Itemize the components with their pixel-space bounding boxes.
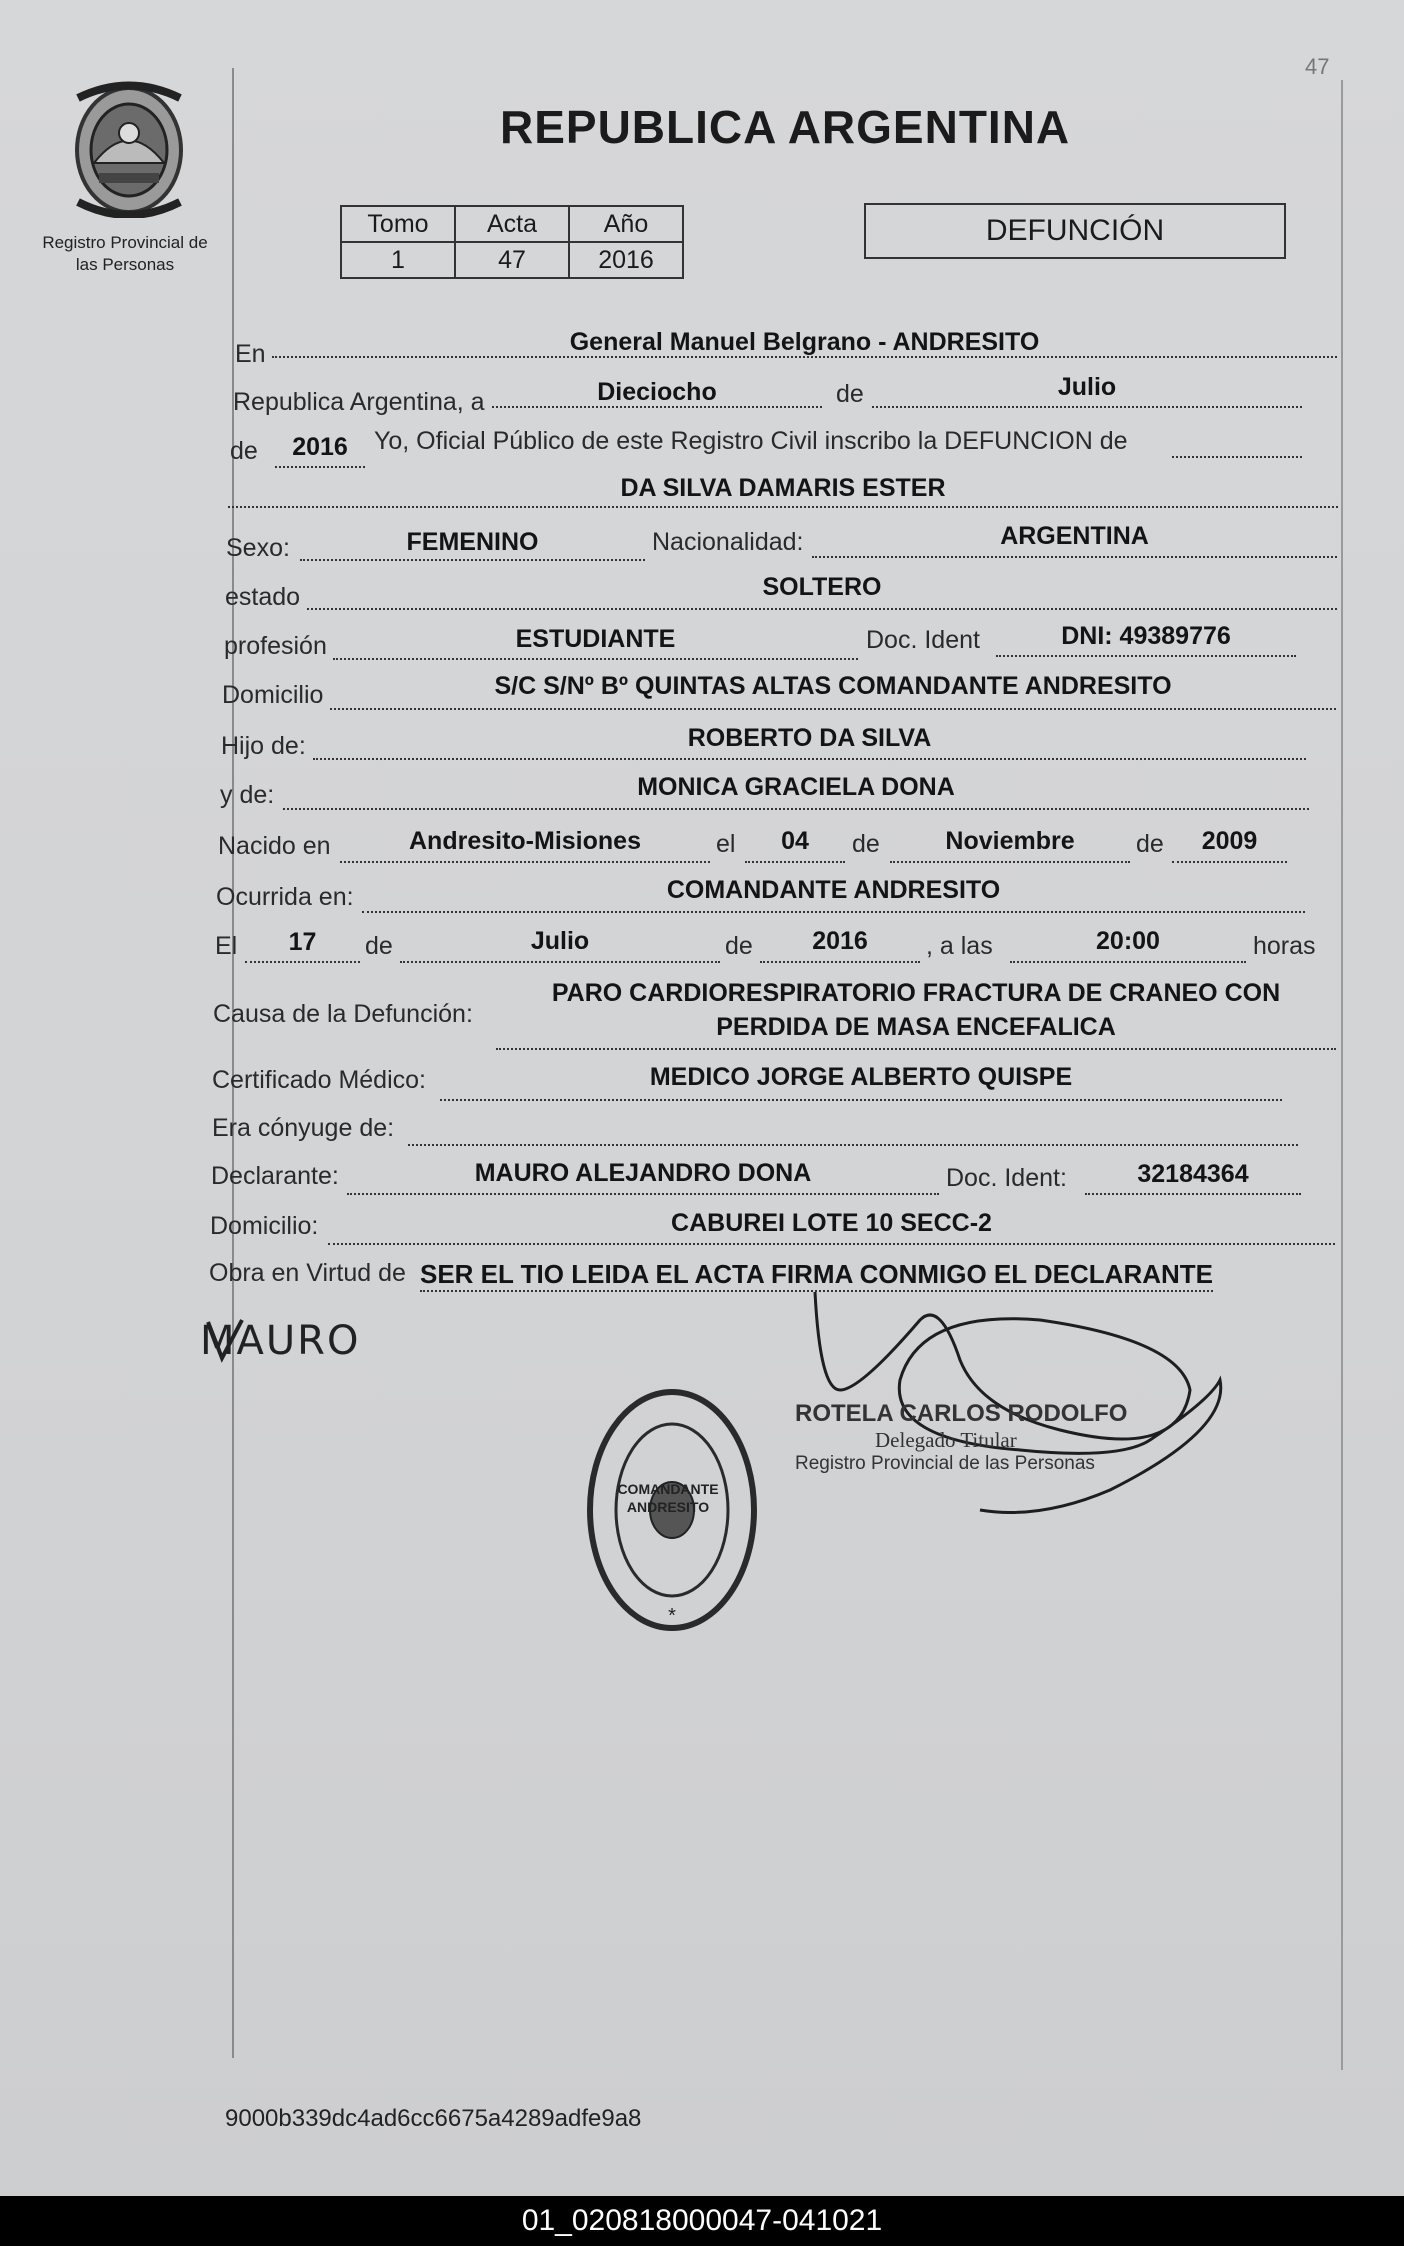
conyuge-label: Era cónyuge de: xyxy=(212,1114,395,1142)
record-header-acta: Acta xyxy=(455,206,569,242)
alas-label: , a las xyxy=(926,932,993,960)
republica-label: Republica Argentina, a xyxy=(233,388,485,416)
birth-day-line xyxy=(745,860,845,863)
obra-label: Obra en Virtud de xyxy=(209,1259,406,1287)
record-header-anio: Año xyxy=(569,206,683,242)
year-value: 2016 xyxy=(292,433,348,461)
death-month-line xyxy=(400,960,720,963)
month-line xyxy=(872,405,1302,408)
birth-year: 2009 xyxy=(1201,827,1258,855)
certificado-value: MEDICO JORGE ALBERTO QUISPE xyxy=(649,1063,1073,1091)
el-label: el xyxy=(716,830,736,858)
certificado-label: Certificado Médico: xyxy=(212,1066,426,1094)
en-label: En xyxy=(235,340,266,368)
hijo-value: ROBERTO DA SILVA xyxy=(687,724,932,752)
profesion-value: ESTUDIANTE xyxy=(515,625,676,653)
birth-month: Noviembre xyxy=(945,827,1075,855)
declarante-doc-value: 32184364 xyxy=(1137,1160,1249,1188)
de-label-4: de xyxy=(1136,830,1164,858)
profesion-line xyxy=(333,657,858,660)
month-value: Julio xyxy=(1057,373,1117,401)
nacido-value: Andresito-Misiones xyxy=(409,827,641,855)
record-value-anio: 2016 xyxy=(569,242,683,278)
nacionalidad-value: ARGENTINA xyxy=(1000,522,1149,550)
de-label-5: de xyxy=(365,932,393,960)
estado-value: SOLTERO xyxy=(762,573,882,601)
stamp-inner-text: COMANDANTE ANDRESITO xyxy=(617,1481,719,1515)
en-value: General Manuel Belgrano - ANDRESITO xyxy=(569,328,1040,356)
estado-label: estado xyxy=(225,583,301,611)
page-number: 47 xyxy=(1305,54,1330,79)
provincial-seal-logo xyxy=(64,78,194,218)
death-day-line xyxy=(245,960,360,963)
left-margin-rule xyxy=(232,68,234,2058)
check-mark-stroke xyxy=(208,1320,242,1358)
record-header-tomo: Tomo xyxy=(341,206,455,242)
domicilio-label: Domicilio xyxy=(222,681,324,709)
declarante-label: Declarante: xyxy=(211,1162,339,1190)
certificado-line xyxy=(440,1098,1282,1101)
day-value: Dieciocho xyxy=(597,378,717,406)
docident-value: DNI: 49389776 xyxy=(1061,622,1231,650)
record-table xyxy=(340,205,684,279)
nacido-label: Nacido en xyxy=(218,832,331,860)
official-signature-block xyxy=(795,1400,1127,1475)
causa-line1: PARO CARDIORESPIRATORIO FRACTURA DE CRANEO CON xyxy=(551,979,1281,1007)
birth-month-line xyxy=(890,860,1130,863)
inscribo-line xyxy=(1172,455,1302,458)
nacido-line xyxy=(340,860,710,863)
seal-caption-line2: las Personas xyxy=(75,255,175,274)
declarante-line xyxy=(347,1192,939,1195)
yde-line xyxy=(283,807,1309,810)
declarante-value: MAURO ALEJANDRO DONA xyxy=(474,1159,812,1187)
domicilio2-value: CABUREI LOTE 10 SECC-2 xyxy=(671,1209,992,1237)
deceased-name: DA SILVA DAMARIS ESTER xyxy=(620,474,946,502)
ocurrida-line xyxy=(362,910,1305,913)
death-year: 2016 xyxy=(812,927,868,955)
record-value-tomo: 1 xyxy=(341,242,455,278)
de-label-2: de xyxy=(230,437,258,465)
footer-code: 01_020818000047-041021 xyxy=(0,2196,1404,2246)
sexo-line xyxy=(300,558,645,561)
year-line xyxy=(275,465,365,468)
declarante-doc-label: Doc. Ident: xyxy=(946,1164,1067,1192)
causa-line xyxy=(496,1047,1336,1050)
birth-day: 04 xyxy=(781,827,809,855)
death-time-line xyxy=(1010,960,1246,963)
causa-line2: PERDIDA DE MASA ENCEFALICA xyxy=(716,1013,1116,1041)
conyuge-line xyxy=(408,1143,1298,1146)
official-role: Delegado Titular xyxy=(875,1428,1017,1452)
inscribo-text: Yo, Oficial Público de este Registro Civil inscribo la DEFUNCION de xyxy=(374,427,1128,455)
yde-label: y de: xyxy=(220,781,275,809)
document-hash: 9000b339dc4ad6cc6675a4289adfe9a8 xyxy=(225,2105,642,2132)
official-name: ROTELA CARLOS RODOLFO xyxy=(795,1400,1128,1427)
docident-label: Doc. Ident xyxy=(866,626,980,654)
document-type-box: DEFUNCIÓN xyxy=(864,203,1286,259)
El-label: El xyxy=(215,932,238,960)
sexo-label: Sexo: xyxy=(226,534,290,562)
ocurrida-label: Ocurrida en: xyxy=(216,883,354,911)
nacionalidad-label: Nacionalidad: xyxy=(652,528,804,556)
death-month: Julio xyxy=(530,927,590,955)
causa-label: Causa de la Defunción: xyxy=(213,1000,473,1028)
domicilio2-label: Domicilio: xyxy=(210,1212,319,1240)
domicilio-line xyxy=(330,707,1336,710)
nacionalidad-line xyxy=(812,555,1337,558)
de-label-3: de xyxy=(852,830,880,858)
declarant-handwriting: MAURO xyxy=(200,1318,361,1364)
death-day: 17 xyxy=(288,928,317,956)
de-label-6: de xyxy=(725,932,753,960)
obra-value: SER EL TIO LEIDA EL ACTA FIRMA CONMIGO EL DECLARANTE xyxy=(420,1259,1213,1292)
horas-label: horas xyxy=(1253,932,1316,960)
death-year-line xyxy=(760,960,920,963)
page-title: REPUBLICA ARGENTINA xyxy=(500,101,1071,153)
sexo-value: FEMENINO xyxy=(406,528,539,556)
hijo-label: Hijo de: xyxy=(221,732,306,760)
official-org: Registro Provincial de las Personas xyxy=(795,1453,1095,1474)
seal-caption xyxy=(30,232,220,276)
declarante-doc-line xyxy=(1085,1192,1301,1195)
ocurrida-value: COMANDANTE ANDRESITO xyxy=(666,876,1001,904)
docident-line xyxy=(996,654,1296,657)
profesion-label: profesión xyxy=(224,632,327,660)
death-time: 20:00 xyxy=(1096,927,1160,955)
birth-year-line xyxy=(1172,860,1287,863)
estado-line xyxy=(307,607,1337,610)
yde-value: MONICA GRACIELA DONA xyxy=(637,773,955,801)
right-margin-rule xyxy=(1341,80,1343,2070)
seal-caption-line1: Registro Provincial de xyxy=(42,233,208,252)
domicilio2-line xyxy=(328,1242,1335,1245)
name-line xyxy=(228,505,1338,508)
de-label-1: de xyxy=(836,380,864,408)
domicilio-value: S/C S/Nº Bº QUINTAS ALTAS COMANDANTE ANDRESITO xyxy=(494,672,1172,700)
record-value-acta: 47 xyxy=(455,242,569,278)
hijo-line xyxy=(313,757,1306,760)
svg-text:*: * xyxy=(668,1605,676,1627)
